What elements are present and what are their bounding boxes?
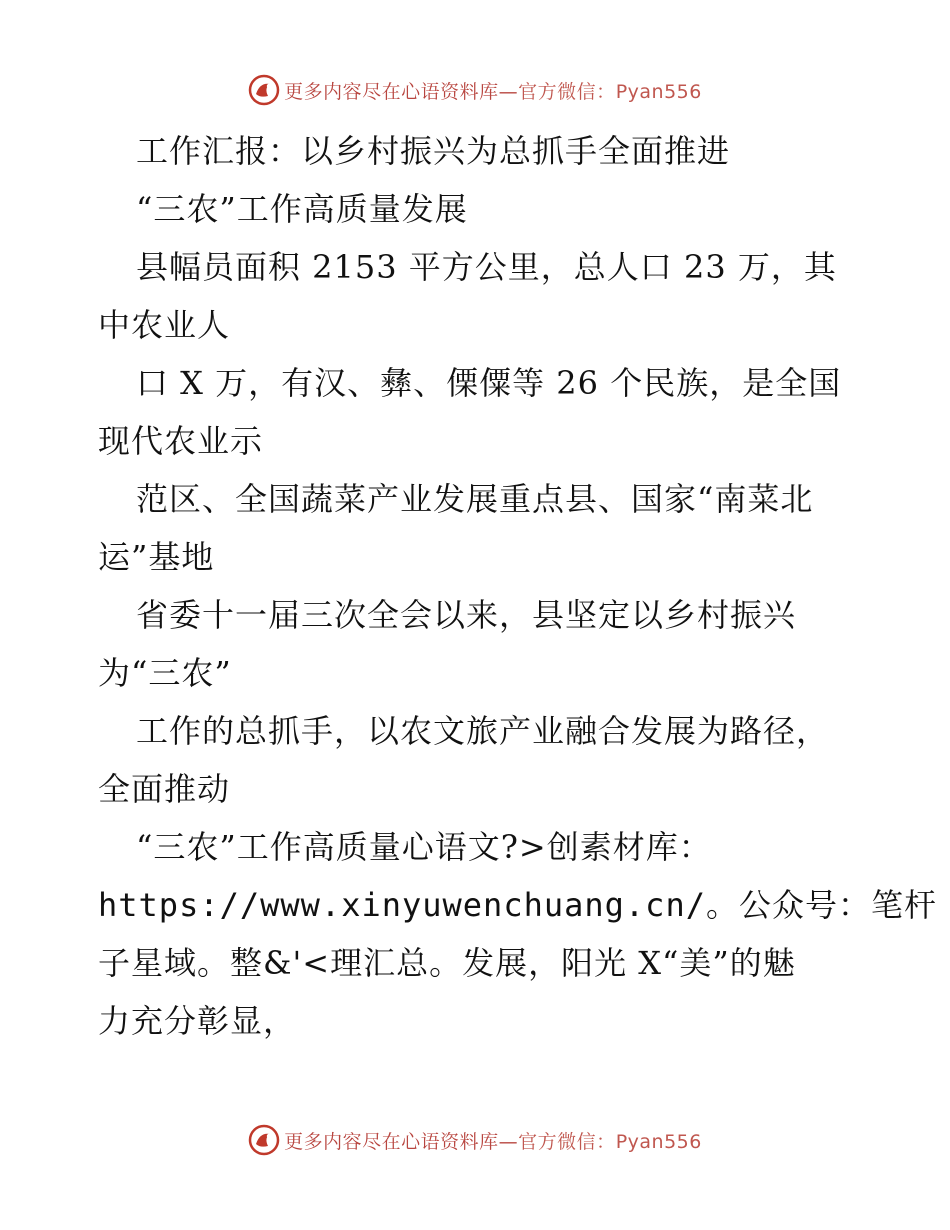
banner-dash: —: [498, 80, 519, 103]
paragraph-line: 力充分彰显，: [98, 1002, 297, 1040]
document-body: [98, 122, 937, 1050]
banner-title: 更多内容尽在心语资料库: [284, 80, 499, 103]
url-line: https://www.xinyuwenchuang.cn/。公众号：笔杆: [98, 886, 937, 924]
paragraph-line: 省委十一届三次全会以来，县坚定以乡村振兴: [136, 596, 797, 634]
paragraph-line: 工作的总抓手，以农文旅产业融合发展为路径，: [136, 712, 830, 750]
paragraph-line: 范区、全国蔬菜产业发展重点县、国家“南菜北: [136, 480, 814, 518]
banner-text: [284, 1127, 702, 1154]
paragraph-line: 县幅员面积 2153 平方公里，总人口 23 万，其: [136, 248, 837, 286]
doc-title-line-1: 工作汇报：以乡村振兴为总抓手全面推进: [136, 132, 731, 170]
banner-wechat-label: 官方微信：: [518, 1130, 616, 1153]
banner-wechat-id: Pyan556: [615, 1130, 702, 1153]
paragraph-line: 运”基地: [98, 538, 215, 576]
footer-banner: [0, 1120, 950, 1160]
paragraph-line: 子星域。整&'<理汇总。发展，阳光 X“美”的魅: [98, 944, 796, 982]
header-banner: [0, 70, 950, 110]
banner-wechat-id: Pyan556: [615, 80, 702, 103]
brand-logo-icon: [248, 1124, 280, 1156]
doc-title-line-2: “三农”工作高质量发展: [136, 190, 468, 228]
brand-logo-icon: [248, 74, 280, 106]
paragraph-line: 中农业人: [98, 306, 231, 344]
paragraph-line: 现代农业示: [98, 422, 264, 460]
paragraph-line: 为“三农”: [98, 654, 232, 692]
paragraph-line: 口 X 万，有汉、彝、傈僳等 26 个民族，是全国: [136, 364, 842, 402]
banner-dash: —: [498, 1130, 519, 1153]
banner-wechat-label: 官方微信：: [518, 80, 616, 103]
paragraph-line: 全面推动: [98, 770, 231, 808]
paragraph-line: “三农”工作高质量心语文?>创素材库：: [136, 828, 712, 866]
banner-text: [284, 77, 702, 104]
banner-title: 更多内容尽在心语资料库: [284, 1130, 499, 1153]
